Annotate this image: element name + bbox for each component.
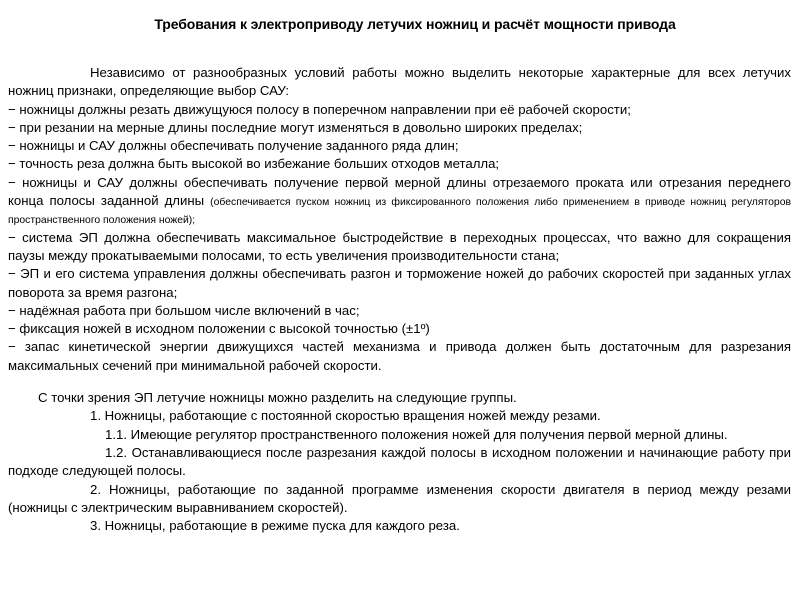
group-item: 3. Ножницы, работающие в режиме пуска для каждого реза. — [90, 518, 460, 534]
document-body — [8, 64, 791, 535]
group-subitem: 1.2. Останавливающиеся после разрезания каждой полосы в исходном положении и начинающие работу при подходе следующей полосы. — [8, 444, 791, 479]
section-spacer — [8, 375, 791, 389]
requirement-note: (обеспечивается пуском ножниц из фиксированного положения либо применением в приводе ножниц регуляторов пространственного положения ножей); — [8, 197, 791, 227]
requirement-item — [8, 174, 791, 229]
group-subitem: 1.1. Имеющие регулятор пространственного положения ножей для получения первой мерной длины. — [105, 426, 728, 442]
group-item: 1. Ножницы, работающие с постоянной скоростью вращения ножей между резами. — [90, 408, 601, 424]
requirement-item: − система ЭП должна обеспечивать максимальное быстродействие в переходных процессах, что важно для сокращения паузы между прокатываемыми полосами, то есть увеличения производительности стана; — [8, 229, 791, 263]
requirement-text: − ножницы и САУ должны обеспечивать получение первой мерной длины отрезаемого проката или отрезания переднего конца полосы заданной длины — [8, 174, 791, 209]
requirement-item: − фиксация ножей в исходном положении с высокой точностью (±1º) — [8, 321, 430, 337]
requirement-item: − точность реза должна быть высокой во избежание больших отходов металла; — [8, 156, 500, 172]
groups-intro: С точки зрения ЭП летучие ножницы можно разделить на следующие группы. — [38, 390, 517, 406]
intro-paragraph: Независимо от разнообразных условий работы можно выделить некоторые характерные для всех летучих ножниц признаки, определяющие выбор САУ: — [8, 65, 791, 99]
requirement-item: − надёжная работа при большом числе включений в час; — [8, 302, 360, 318]
requirement-item: − ЭП и его система управления должны обеспечивать разгон и торможение ножей до рабочих скоростей при заданных углах поворота за время разгона; — [8, 266, 791, 300]
requirement-item: − при резании на мерные длины последние могут изменяться в довольно широких пределах; — [8, 119, 583, 135]
document-title: Требования к электроприводу летучих ножниц и расчёт мощности привода — [154, 16, 676, 32]
requirement-item: − ножницы и САУ должны обеспечивать получение заданного ряда длин; — [8, 138, 459, 154]
group-item: 2. Ножницы, работающие по заданной программе изменения скорости двигателя в период между резами (ножницы с электрическим выравниванием скоростей). — [8, 481, 791, 515]
requirement-item: − запас кинетической энергии движущихся частей механизма и привода должен быть достаточным для разрезания максимальных сечений при минимальной рабочей скорости. — [8, 339, 791, 373]
requirement-item: − ножницы должны резать движущуюся полосу в поперечном направлении при её рабочей скорости; — [8, 101, 631, 117]
